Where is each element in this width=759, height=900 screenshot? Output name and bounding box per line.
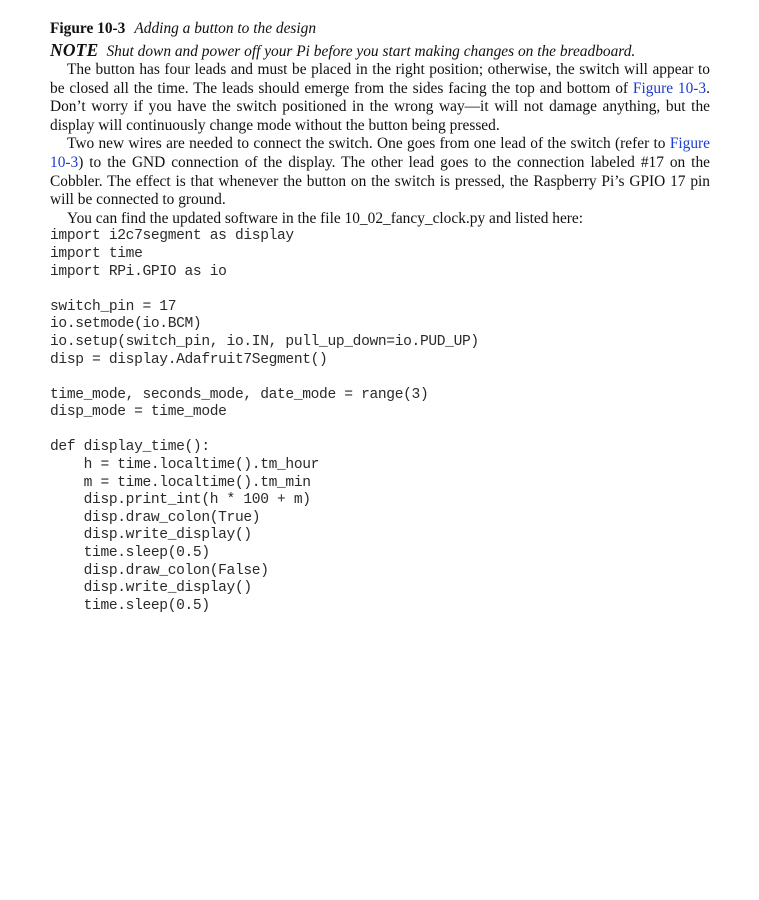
paragraph-text: The button has four leads and must be placed in the right position; otherwise, the switch will appear to be closed all the time. The leads should emerge from the sides facing the top and bottom of: [50, 61, 710, 97]
code-display-time-function: def display_time(): h = time.localtime().tm_hour m = time.localtime().tm_min disp.print_int(h * 100 + m) disp.draw_colon(True) disp.write_display() time.sleep(0.5) disp.draw_colon(False) disp.write_display() time.sleep(0.5): [50, 439, 320, 614]
figure-link[interactable]: Figure 10-3: [50, 135, 710, 171]
code-spacer: [50, 422, 710, 440]
paragraph-button-leads: [50, 61, 710, 135]
document-page: [50, 19, 710, 615]
code-spacer: [50, 281, 710, 299]
paragraph-text: . Don’t worry if you have the switch positioned in the wrong way—it will not damage anything, but the display will continuously change mode without the button being pressed.: [50, 79, 710, 134]
figure-caption: [50, 19, 710, 39]
note-box: [50, 41, 710, 60]
paragraph-text: You can find the updated software in the file 10_02_fancy_clock.py and listed here:: [67, 209, 584, 227]
figure-label: Figure 10-3: [50, 20, 126, 37]
figure-title: Adding a button to the design: [134, 20, 317, 37]
paragraph-software: [50, 210, 710, 229]
code-listing: [50, 228, 710, 615]
paragraph-wires: [50, 135, 710, 209]
paragraph-text: Two new wires are needed to connect the switch. One goes from one lead of the switch (refer to: [67, 135, 670, 153]
code-modes: time_mode, seconds_mode, date_mode = range(3) disp_mode = time_mode: [50, 386, 429, 421]
code-setup: switch_pin = 17 io.setmode(io.BCM) io.setup(switch_pin, io.IN, pull_up_down=io.PUD_UP) disp = display.Adafruit7Segment(): [50, 298, 479, 368]
paragraph-text: ) to the GND connection of the display. The other lead goes to the connection labeled #17 on the Cobbler. The effect is that whenever the button on the switch is pressed, the Raspberry Pi’s GPIO 17 pin will be connected to ground.: [50, 153, 710, 209]
note-text: Shut down and power off your Pi before you start making changes on the breadboard.: [106, 43, 636, 60]
code-imports: import i2c7segment as display import time import RPi.GPIO as io: [50, 228, 294, 280]
note-label: NOTE: [50, 40, 99, 60]
figure-link[interactable]: Figure 10-3: [632, 79, 707, 97]
code-spacer: [50, 369, 710, 387]
